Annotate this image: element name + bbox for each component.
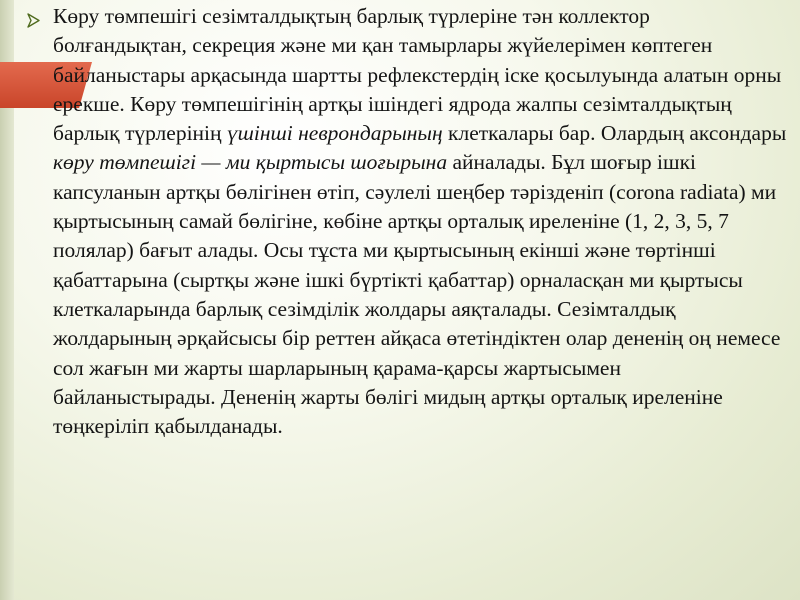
arrow-bullet-icon [26,13,41,28]
slide-body-paragraph [53,2,788,441]
paragraph-italic-term-1: үшінші неврондарының [226,121,443,146]
paragraph-text-part-1: Көру төмпешігі сезімталдықтың барлық түрлеріне тән коллектор болғандықтан, секреция және ми қан тамырлары жүйелерімен көптеген байланыстары арқасында шартты рефлекстердің іске қосылуында алатын орны ерекше. Көру төмпешігінің артқы ішіндегі ядрода жалпы сезімталдықтың барлық түрлерінің [53,4,782,146]
paragraph-text-part-2: клеткалары бар. Олардың аксондары [442,121,787,146]
paragraph-italic-term-2: көру төмпешігі — ми қыртысы шоғырына [53,150,448,175]
paragraph-text-part-3: айналады. Бұл шоғыр ішкі капсуланын артқы бөлігінен өтіп, сәулелі шеңбер тәрізденіп (corona radiata) ми қыртысының самай бөлігіне, көбіне артқы орталық иреленіне (1, 2, 3, 5, 7 полялар) бағыт алады. Осы тұста ми қыртысының екінші және төртінші қабаттарына (сыртқы және ішкі бүртікті қабаттар) орналасқан ми қыртысы клеткаларында барлық сезімділік жолдары аяқталады. Сезімталдық жолдарының әрқайсысы бір реттен айқаса өтетіндіктен олар дененің оң немесе сол жағын ми жарты шарларының қарама-қарсы жартысымен байланыстырады. Дененің жарты бөлігі мидың артқы орталық иреленіне төңкеріліп қабылданады. [53,150,781,439]
